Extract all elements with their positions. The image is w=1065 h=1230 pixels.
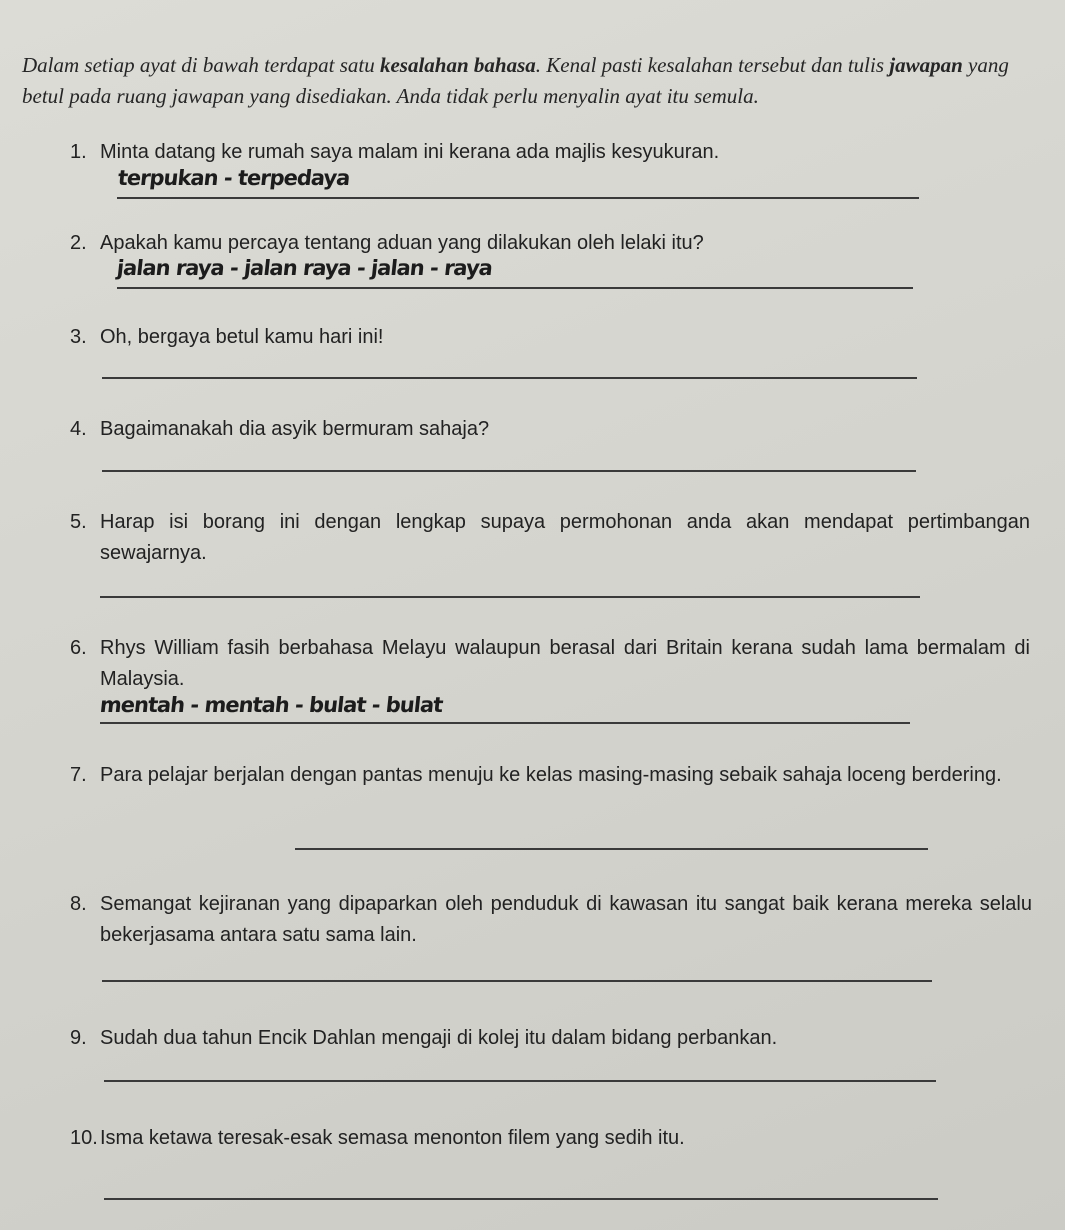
- question-10: [70, 1123, 1030, 1154]
- question-text: Harap isi borang ini dengan lengkap supaya permohonan anda akan mendapat pertimbangan sewajarnya.: [100, 511, 1030, 564]
- question-3: [70, 322, 970, 353]
- answer-line-1[interactable]: [117, 197, 919, 199]
- question-number: 3.: [70, 326, 87, 348]
- question-text: Para pelajar berjalan dengan pantas menuju ke kelas masing-masing sebaik sahaja loceng berdering.: [100, 764, 1002, 786]
- answer-6-handwriting: mentah - mentah - bulat - bulat: [98, 693, 444, 717]
- question-text: Bagaimanakah dia asyik bermuram sahaja?: [100, 418, 490, 440]
- question-text: Oh, bergaya betul kamu hari ini!: [100, 326, 384, 348]
- answer-2-handwriting: jalan raya - jalan raya - jalan - raya: [115, 256, 494, 280]
- question-number: 5.: [70, 511, 87, 533]
- question-number: 9.: [70, 1027, 87, 1049]
- answer-1-handwriting: terpukan - terpedaya: [116, 166, 351, 190]
- answer-line-7[interactable]: [295, 848, 928, 850]
- answer-line-6[interactable]: [100, 722, 910, 724]
- question-text: Semangat kejiranan yang dipaparkan oleh penduduk di kawasan itu sangat baik kerana mereka selalu bekerjasama antara satu sama lain.: [100, 893, 1032, 946]
- question-number: 2.: [70, 232, 87, 254]
- question-5: [70, 507, 1030, 569]
- question-9: [70, 1023, 1030, 1054]
- answer-line-4[interactable]: [102, 470, 916, 472]
- question-number: 7.: [70, 764, 87, 786]
- question-number: 10.: [70, 1127, 98, 1149]
- question-number: 6.: [70, 637, 87, 659]
- instructions: [22, 50, 1032, 112]
- answer-line-8[interactable]: [102, 980, 932, 982]
- answer-line-5[interactable]: [100, 596, 920, 598]
- question-1: [70, 137, 970, 168]
- question-4: [70, 414, 970, 445]
- question-2: [70, 228, 970, 259]
- question-number: 1.: [70, 141, 87, 163]
- instructions-bold-2: jawapan: [889, 53, 963, 77]
- question-number: 8.: [70, 893, 87, 915]
- question-8: [70, 889, 1032, 951]
- instructions-part3: yang betul pada ruang jawapan yang disediakan. Anda tidak perlu menyalin ayat itu semula.: [22, 53, 1009, 108]
- question-text: Apakah kamu percaya tentang aduan yang dilakukan oleh lelaki itu?: [100, 232, 704, 254]
- question-7: [70, 760, 1030, 791]
- question-text: Sudah dua tahun Encik Dahlan mengaji di kolej itu dalam bidang perbankan.: [100, 1027, 778, 1049]
- answer-line-3[interactable]: [102, 377, 917, 379]
- instructions-part1: Dalam setiap ayat di bawah terdapat satu: [22, 53, 380, 77]
- instructions-part2: . Kenal pasti kesalahan tersebut dan tulis: [535, 53, 890, 77]
- question-text: Rhys William fasih berbahasa Melayu walaupun berasal dari Britain kerana sudah lama bermalam di Malaysia.: [100, 637, 1030, 690]
- question-text: Minta datang ke rumah saya malam ini kerana ada majlis kesyukuran.: [100, 141, 720, 163]
- instructions-bold-1: kesalahan bahasa: [379, 53, 536, 77]
- question-text: Isma ketawa teresak-esak semasa menonton filem yang sedih itu.: [100, 1127, 685, 1149]
- answer-line-9[interactable]: [104, 1080, 936, 1082]
- question-6: [70, 633, 1030, 695]
- answer-line-2[interactable]: [117, 287, 913, 289]
- answer-line-10[interactable]: [104, 1198, 938, 1200]
- question-number: 4.: [70, 418, 87, 440]
